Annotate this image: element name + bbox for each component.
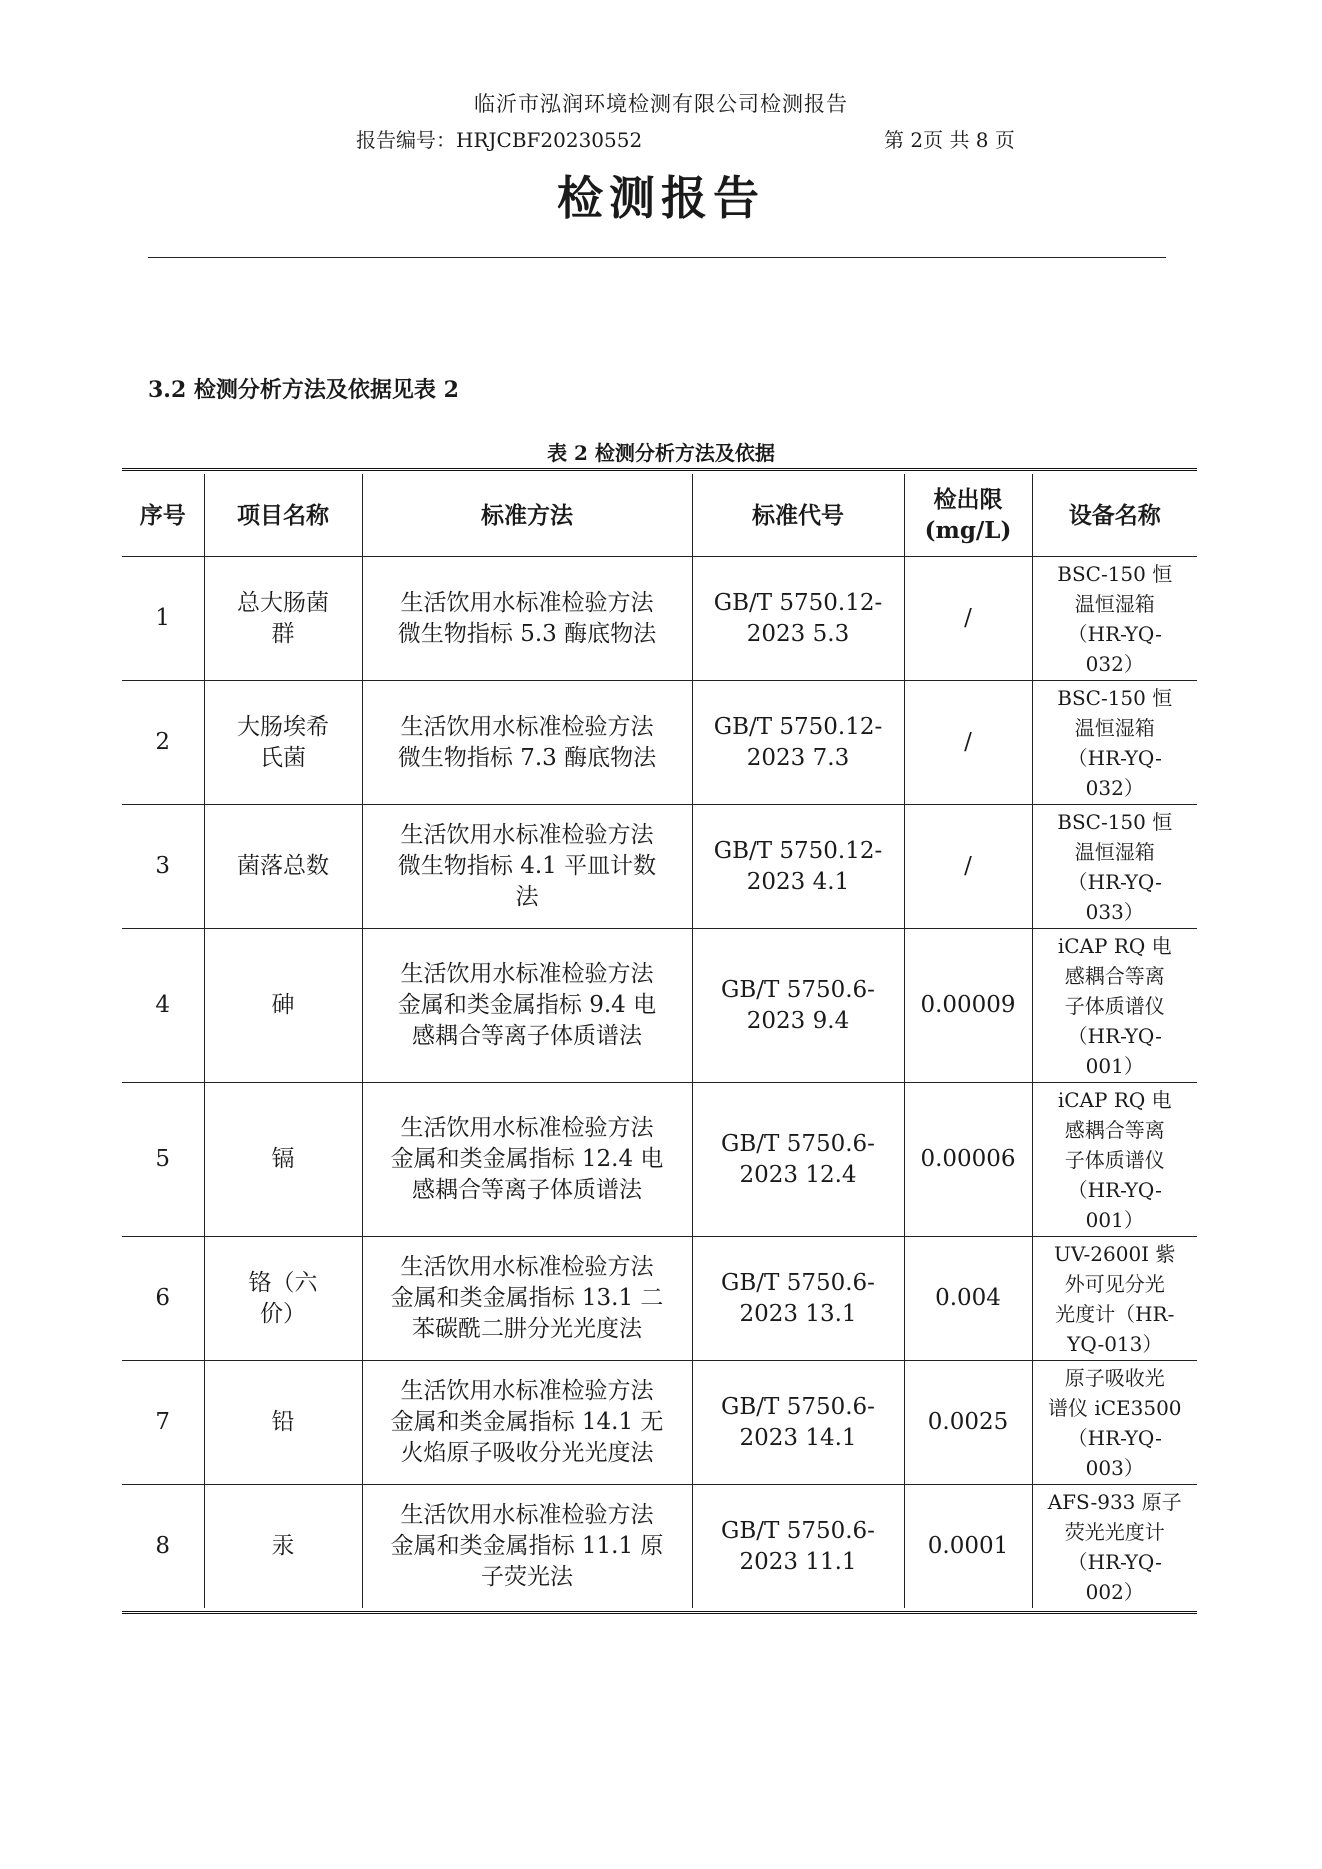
cell-limit: /	[904, 681, 1032, 805]
cell-method: 生活饮用水标准检验方法 微生物指标 5.3 酶底物法	[362, 557, 692, 681]
cell-method: 生活饮用水标准检验方法 金属和类金属指标 12.4 电 感耦合等离子体质谱法	[362, 1083, 692, 1237]
table-row	[122, 805, 1197, 929]
cell-item: 菌落总数	[204, 805, 362, 929]
cell-item: 镉	[204, 1083, 362, 1237]
cell-limit: 0.0025	[904, 1361, 1032, 1485]
title-divider	[148, 257, 1166, 258]
table-row	[122, 557, 1197, 681]
cell-limit: 0.0001	[904, 1485, 1032, 1609]
table-row	[122, 1237, 1197, 1361]
cell-method: 生活饮用水标准检验方法 微生物指标 4.1 平皿计数 法	[362, 805, 692, 929]
header-equipment: 设备名称	[1032, 474, 1197, 557]
table-row	[122, 681, 1197, 805]
cell-item: 汞	[204, 1485, 362, 1609]
header-code: 标准代号	[692, 474, 904, 557]
header-limit: 检出限 (mg/L)	[904, 474, 1032, 557]
cell-equipment: BSC-150 恒 温恒湿箱 （HR-YQ- 032）	[1032, 681, 1197, 805]
table-caption: 表 2 检测分析方法及依据	[547, 441, 775, 465]
cell-code: GB/T 5750.6- 2023 12.4	[692, 1083, 904, 1237]
table-header-row	[122, 474, 1197, 557]
cell-code: GB/T 5750.6- 2023 11.1	[692, 1485, 904, 1609]
cell-limit: /	[904, 557, 1032, 681]
cell-no: 8	[122, 1485, 204, 1609]
report-number: 报告编号：HRJCBF20230552	[356, 128, 643, 152]
cell-limit: 0.004	[904, 1237, 1032, 1361]
cell-no: 7	[122, 1361, 204, 1485]
cell-method: 生活饮用水标准检验方法 金属和类金属指标 13.1 二 苯碳酰二肼分光光度法	[362, 1237, 692, 1361]
header-method: 标准方法	[362, 474, 692, 557]
cell-code: GB/T 5750.12- 2023 7.3	[692, 681, 904, 805]
cell-equipment: BSC-150 恒 温恒湿箱 （HR-YQ- 033）	[1032, 805, 1197, 929]
table-row	[122, 1485, 1197, 1609]
table-row	[122, 1083, 1197, 1237]
cell-equipment: BSC-150 恒 温恒湿箱 （HR-YQ- 032）	[1032, 557, 1197, 681]
cell-code: GB/T 5750.6- 2023 9.4	[692, 929, 904, 1083]
cell-item: 总大肠菌 群	[204, 557, 362, 681]
header-item: 项目名称	[204, 474, 362, 557]
cell-method: 生活饮用水标准检验方法 金属和类金属指标 14.1 无 火焰原子吸收分光光度法	[362, 1361, 692, 1485]
cell-item: 砷	[204, 929, 362, 1083]
methods-table	[122, 474, 1197, 1608]
cell-limit: 0.00006	[904, 1083, 1032, 1237]
cell-no: 5	[122, 1083, 204, 1237]
table-row	[122, 929, 1197, 1083]
cell-method: 生活饮用水标准检验方法 微生物指标 7.3 酶底物法	[362, 681, 692, 805]
cell-equipment: AFS-933 原子 荧光光度计 （HR-YQ- 002）	[1032, 1485, 1197, 1609]
cell-method: 生活饮用水标准检验方法 金属和类金属指标 9.4 电 感耦合等离子体质谱法	[362, 929, 692, 1083]
cell-no: 1	[122, 557, 204, 681]
cell-no: 3	[122, 805, 204, 929]
header-no: 序号	[122, 474, 204, 557]
methods-table-frame	[122, 468, 1197, 1614]
cell-limit: /	[904, 805, 1032, 929]
cell-equipment: 原子吸收光 谱仪 iCE3500 （HR-YQ- 003）	[1032, 1361, 1197, 1485]
cell-method: 生活饮用水标准检验方法 金属和类金属指标 11.1 原 子荧光法	[362, 1485, 692, 1609]
cell-code: GB/T 5750.6- 2023 14.1	[692, 1361, 904, 1485]
cell-limit: 0.00009	[904, 929, 1032, 1083]
cell-code: GB/T 5750.12- 2023 5.3	[692, 557, 904, 681]
cell-item: 铬（六 价）	[204, 1237, 362, 1361]
cell-no: 6	[122, 1237, 204, 1361]
cell-equipment: iCAP RQ 电 感耦合等离 子体质谱仪 （HR-YQ- 001）	[1032, 1083, 1197, 1237]
cell-no: 4	[122, 929, 204, 1083]
section-heading: 3.2 检测分析方法及依据见表 2	[148, 377, 459, 403]
cell-item: 大肠埃希 氏菌	[204, 681, 362, 805]
cell-item: 铅	[204, 1361, 362, 1485]
cell-code: GB/T 5750.6- 2023 13.1	[692, 1237, 904, 1361]
cell-code: GB/T 5750.12- 2023 4.1	[692, 805, 904, 929]
cell-equipment: UV-2600I 紫 外可见分光 光度计（HR- YQ-013）	[1032, 1237, 1197, 1361]
company-report-header: 临沂市泓润环境检测有限公司检测报告	[474, 92, 848, 116]
table-row	[122, 1361, 1197, 1485]
cell-no: 2	[122, 681, 204, 805]
document-title: 检测报告	[557, 171, 765, 225]
cell-equipment: iCAP RQ 电 感耦合等离 子体质谱仪 （HR-YQ- 001）	[1032, 929, 1197, 1083]
page-indicator: 第 2页 共 8 页	[884, 128, 1015, 152]
